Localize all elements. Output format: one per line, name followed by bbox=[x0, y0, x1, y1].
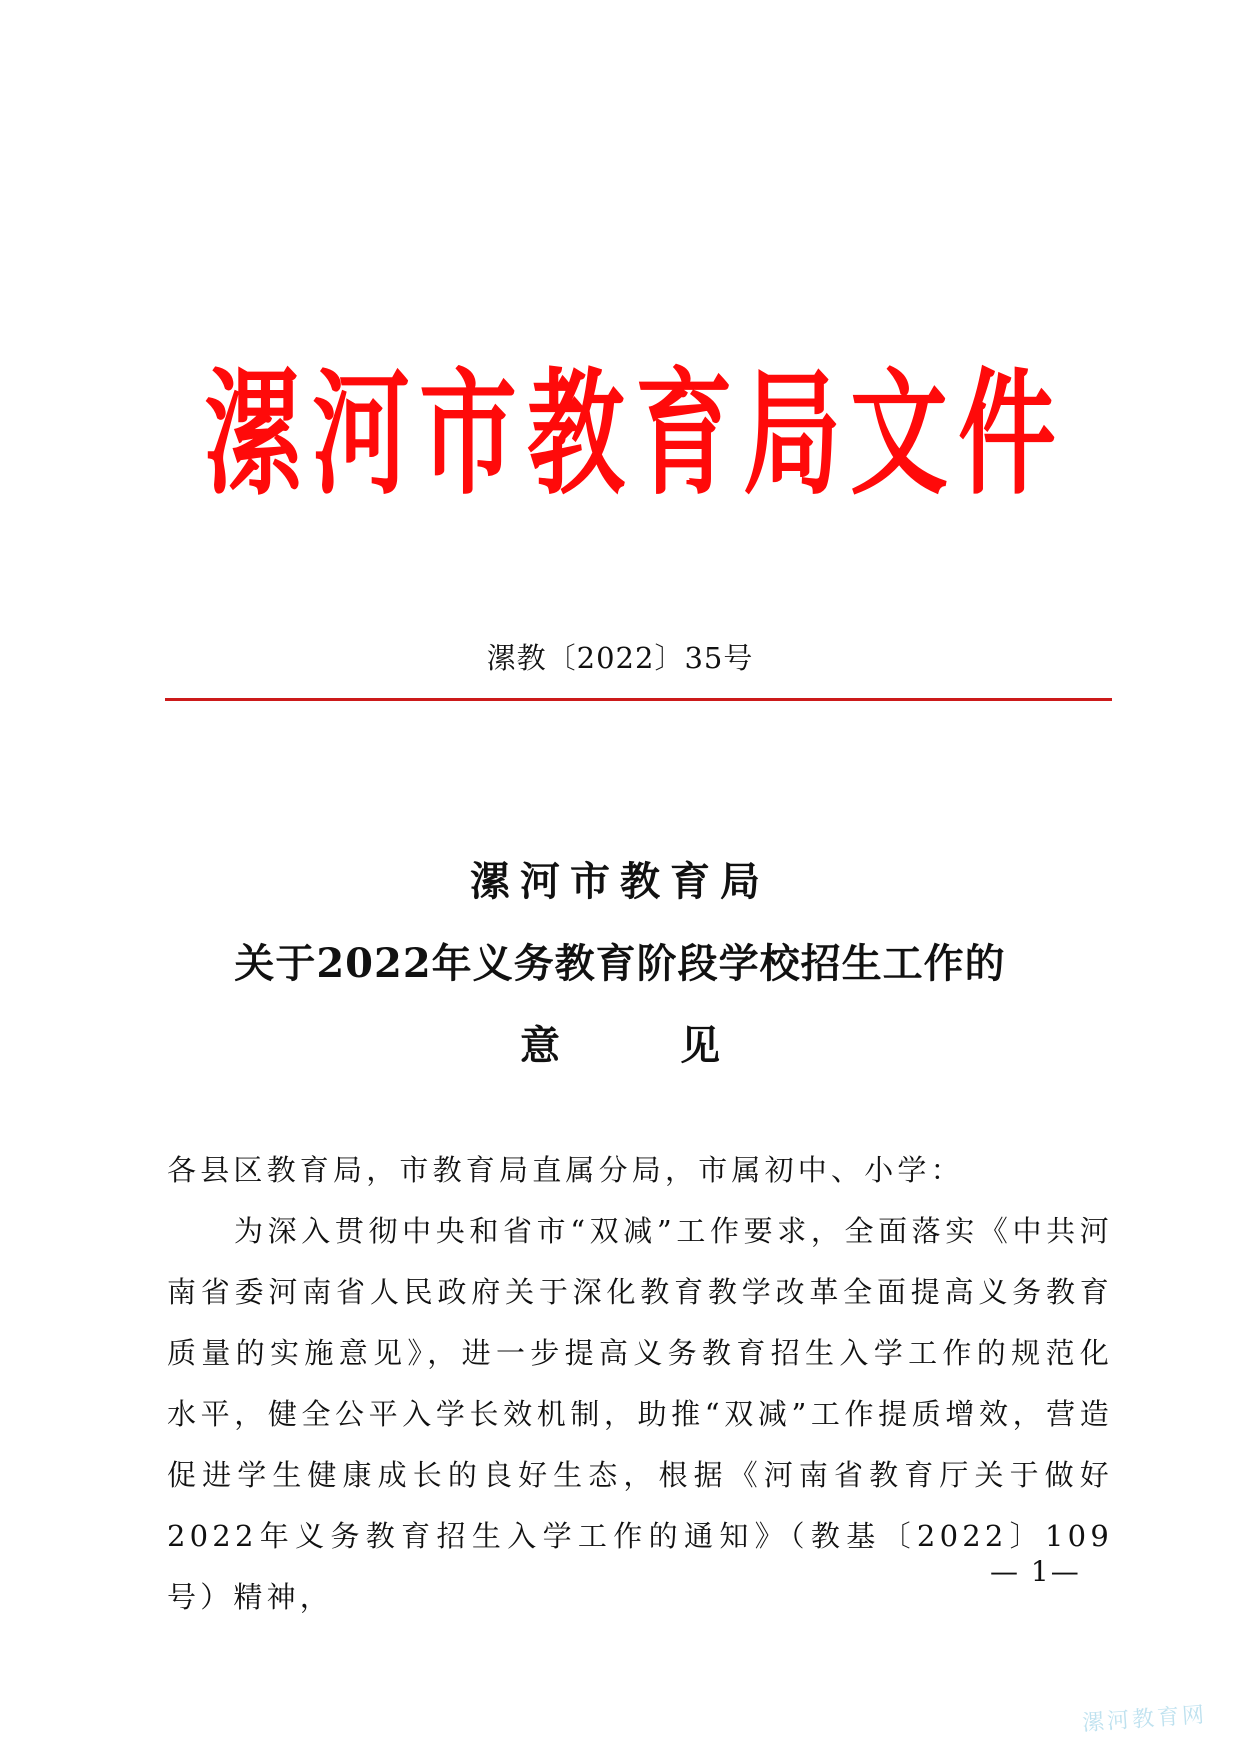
title-opinion-char-2: 见 bbox=[680, 1022, 720, 1069]
issuer-header-char: 育 bbox=[635, 355, 733, 514]
issuer-header-char: 河 bbox=[311, 355, 410, 514]
issuer-header-char: 件 bbox=[958, 355, 1056, 514]
issuer-header-char: 局 bbox=[742, 355, 841, 514]
page-number: — 1— bbox=[990, 1555, 1081, 1588]
addressee: 各县区教育局，市教育局直属分局，市属初中、小学： bbox=[167, 1153, 964, 1187]
red-divider-rule bbox=[165, 698, 1112, 701]
watermark-stamp: 漯河教育网 bbox=[1081, 1702, 1208, 1737]
title-line-issuer: 漯河市教育局 bbox=[470, 858, 770, 905]
body-paragraph: 为深入贯彻中央和省市“双减”工作要求，全面落实《中共河南省委河南省人民政府关于深化教育教学改革全面提高义务教育质量的实施意见》，进一步提高义务教育招生入学工作的规范化水平，健全公平入学长效机制，助推“双减”工作提质增效，营造促进学生健康成长的良好生态，根据《河南省教育厅关于做好2022年义务教育招生入学工作的通知》（教基〔2022〕109号）精神， bbox=[167, 1214, 1113, 1614]
title-opinion-char-1: 意 bbox=[520, 1022, 560, 1069]
title-line-subject: 关于2022年义务教育阶段学校招生工作的 bbox=[234, 940, 1006, 987]
document-body bbox=[167, 1140, 1113, 1628]
issuer-header-char: 文 bbox=[850, 355, 948, 514]
issuer-header bbox=[200, 355, 1060, 514]
issuer-header-char: 市 bbox=[419, 355, 518, 514]
issuer-header-char: 漯 bbox=[204, 355, 302, 514]
issuer-header-char: 教 bbox=[527, 355, 625, 514]
title-line-opinion bbox=[0, 1014, 1240, 1071]
document-number: 漯教〔2022〕35号 bbox=[486, 641, 754, 675]
